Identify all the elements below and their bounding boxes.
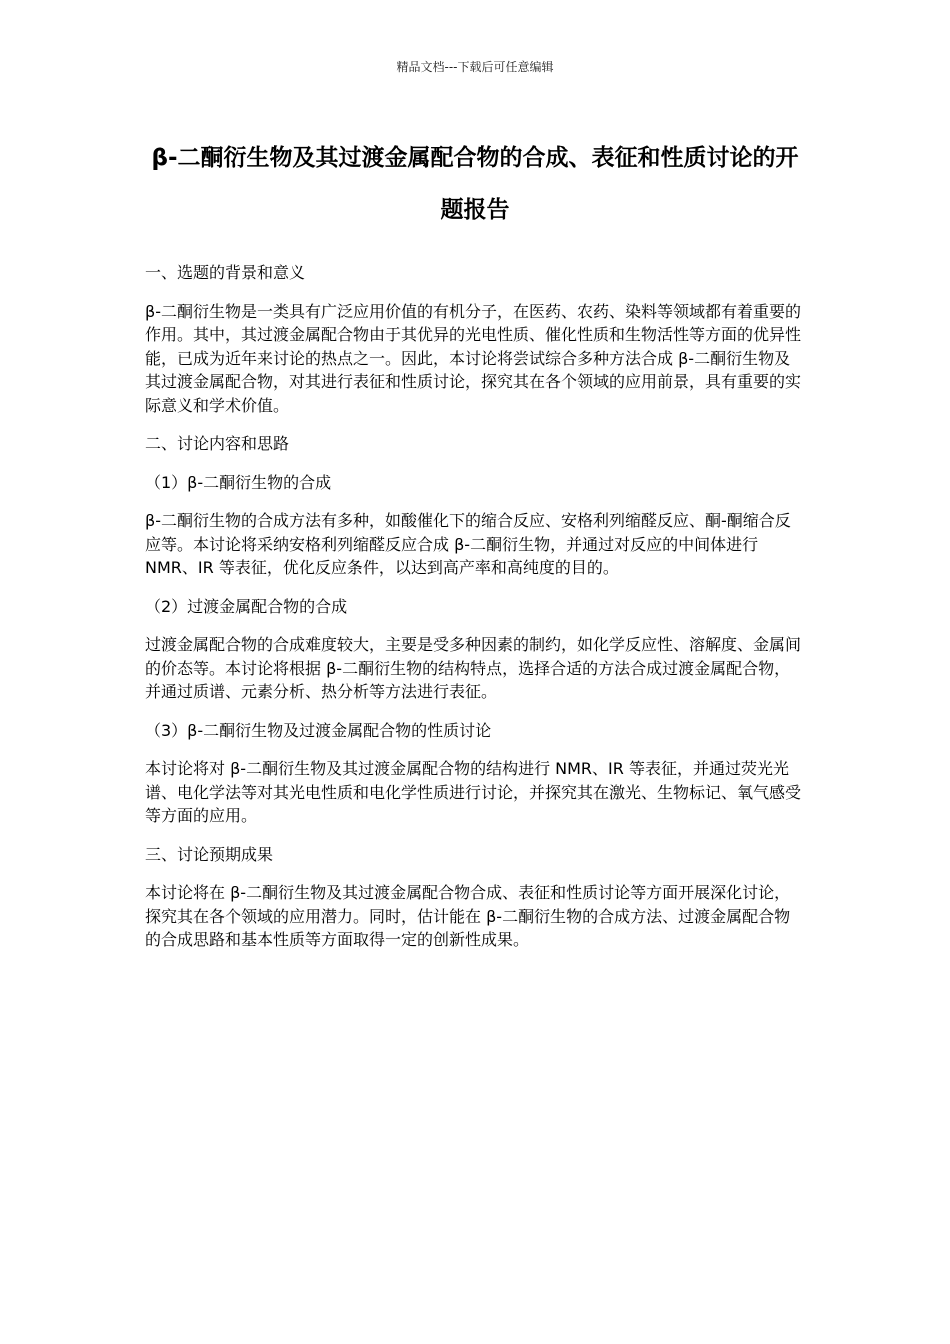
document-title: β-二酮衍生物及其过渡金属配合物的合成、表征和性质讨论的开题报告 (151, 145, 799, 223)
header-note: 精品文档---下载后可任意编辑 (396, 60, 554, 74)
section-heading-content: 二、讨论内容和思路 (145, 434, 290, 453)
section-heading-background: 一、选题的背景和意义 (145, 263, 306, 282)
subsection-heading-metal-complex: （2）过渡金属配合物的合成 (145, 596, 348, 616)
document-body (145, 261, 805, 967)
section-body-background: β-二酮衍生物是一类具有广泛应用价值的有机分子，在医药、农药、染料等领域都有着重要的作用。其中，其过渡金属配合物由于其优异的光电性质、催化性质和生物活性等方面的优异性能，已成为近年来讨论的热点之一。因此，本讨论将尝试综合多种方法合成 β-二酮衍生物及其过渡金属配合物，对其进行表征和性质讨论，探究其在各个领域的应用前景，具有重要的实际意义和学术价值。 (145, 301, 802, 415)
subsection-heading-properties: （3）β-二酮衍生物及过渡金属配合物的性质讨论 (145, 720, 492, 740)
subsection-heading-synthesis: （1）β-二酮衍生物的合成 (145, 472, 332, 492)
subsection-body-synthesis: β-二酮衍生物的合成方法有多种，如酸催化下的缩合反应、安格利列缩醛反应、酮-酮缩合反应等。本讨论将采纳安格利列缩醛反应合成 β-二酮衍生物，并通过对反应的中间体进行 NMR、IR 等表征，优化反应条件，以达到高产率和高纯度的目的。 (145, 511, 791, 577)
subsection-body-properties: 本讨论将对 β-二酮衍生物及其过渡金属配合物的结构进行 NMR、IR 等表征，并通过荧光光谱、电化学法等对其光电性质和电化学性质进行讨论，并探究其在激光、生物标记、氧气感受等方面的应用。 (145, 759, 802, 825)
section-heading-expected: 三、讨论预期成果 (145, 844, 274, 864)
subsection-body-metal-complex: 过渡金属配合物的合成难度较大，主要是受多种因素的制约，如化学反应性、溶解度、金属间的价态等。本讨论将根据 β-二酮衍生物的结构特点，选择合适的方法合成过渡金属配合物，并通过质谱、元素分析、热分析等方法进行表征。 (145, 635, 802, 701)
section-body-expected: 本讨论将在 β-二酮衍生物及其过渡金属配合物合成、表征和性质讨论等方面开展深化讨论，探究其在各个领域的应用潜力。同时，估计能在 β-二酮衍生物的合成方法、过渡金属配合物的合成思路和基本性质等方面取得一定的创新性成果。 (145, 883, 791, 949)
